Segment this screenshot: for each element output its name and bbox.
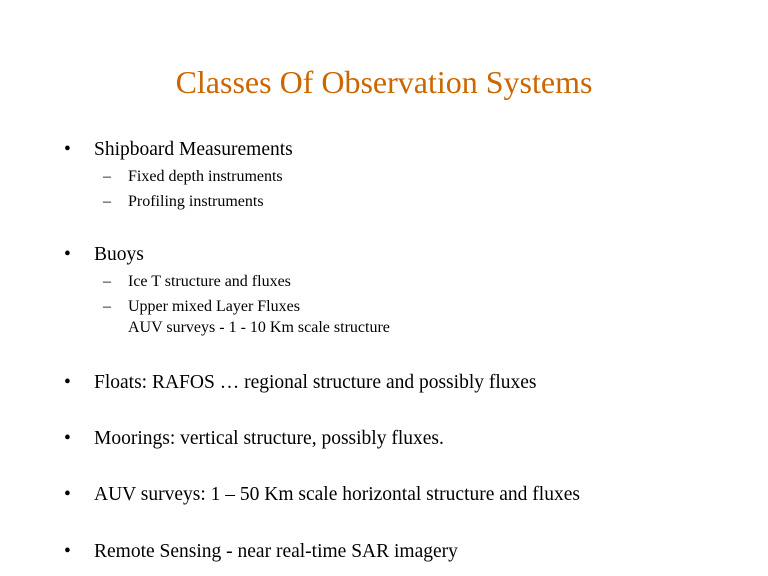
bullet-text: Buoys [94, 244, 144, 265]
bullet-text: Shipboard Measurements [94, 139, 293, 160]
sub-text: Profiling instruments [128, 193, 264, 210]
slide-title: Classes Of Observation Systems [175, 64, 593, 100]
dash-icon: – [103, 273, 111, 290]
sub-text: Ice T structure and fluxes [128, 273, 291, 290]
bullet-icon: • [64, 484, 71, 505]
sub-text: AUV surveys - 1 - 10 Km scale structure [128, 319, 390, 336]
bullet-icon: • [64, 372, 71, 393]
bullet-icon: • [64, 139, 71, 160]
sub-text: Fixed depth instruments [128, 168, 283, 185]
sub-text: Upper mixed Layer Fluxes [128, 298, 300, 315]
dash-icon: – [103, 298, 111, 315]
dash-icon: – [103, 168, 111, 185]
bullet-icon: • [64, 428, 71, 449]
dash-icon: – [103, 193, 111, 210]
bullet-text: AUV surveys: 1 – 50 Km scale horizontal structure and fluxes [94, 484, 580, 505]
bullet-icon: • [64, 244, 71, 265]
bullet-text: Floats: RAFOS … regional structure and possibly fluxes [94, 372, 537, 393]
bullet-icon: • [64, 541, 71, 562]
bullet-text: Remote Sensing - near real-time SAR imagery [94, 541, 458, 562]
bullet-text: Moorings: vertical structure, possibly fluxes. [94, 428, 444, 449]
